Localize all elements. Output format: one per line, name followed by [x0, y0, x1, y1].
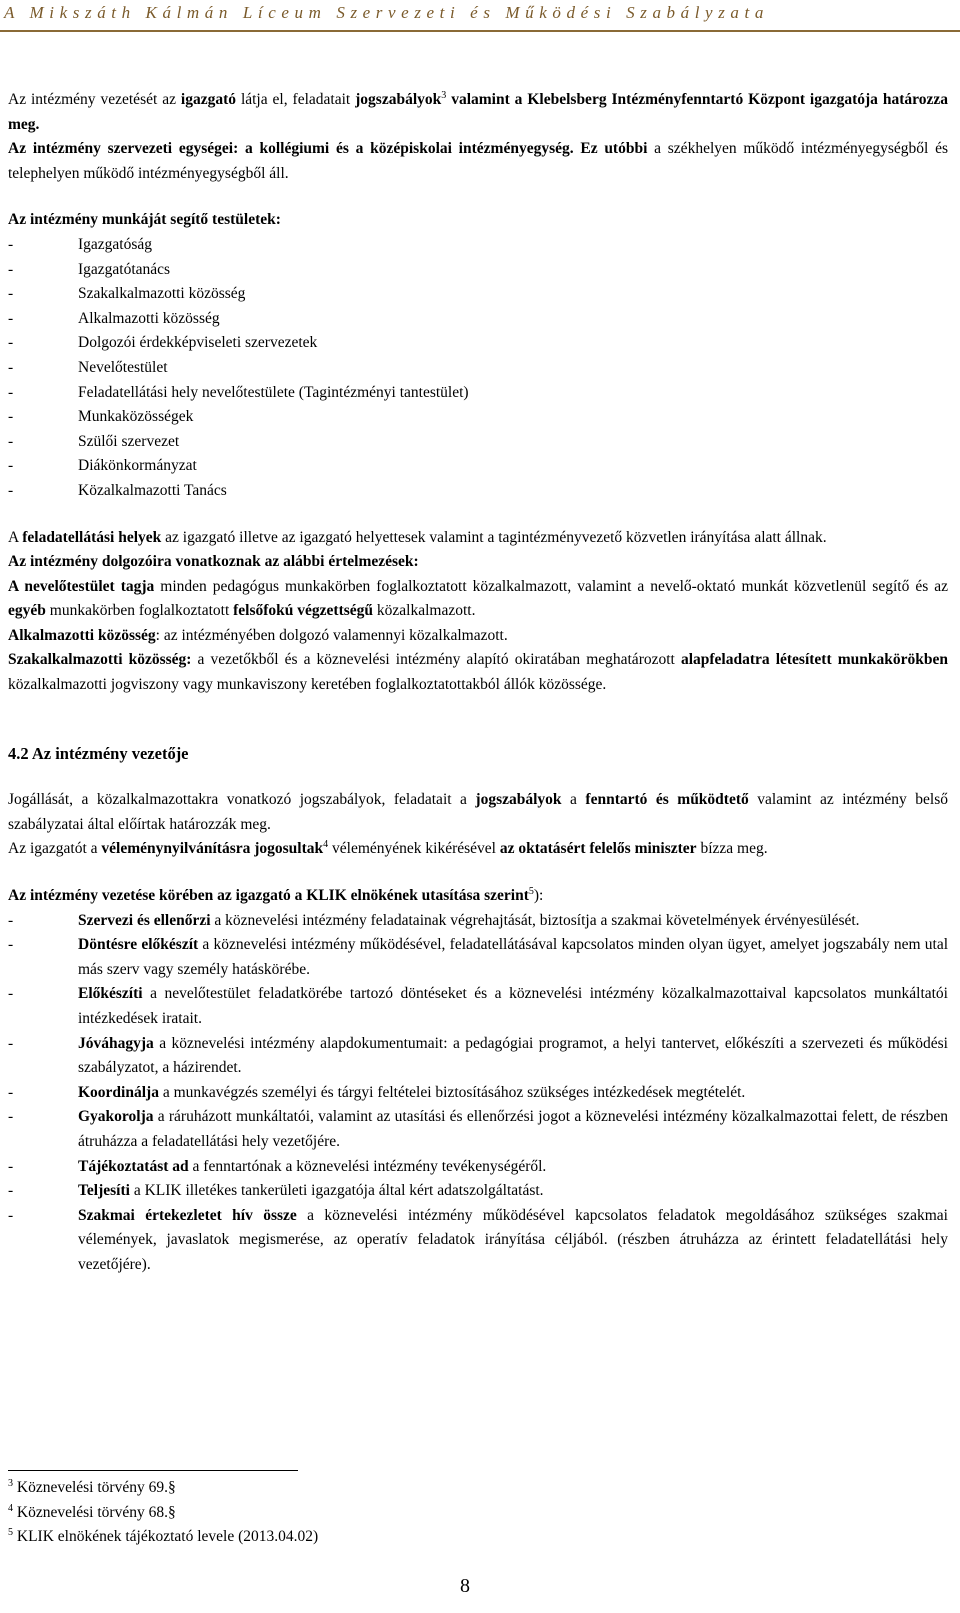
dash-marker: -	[8, 1083, 14, 1101]
duty-item	[8, 1032, 948, 1081]
list-item	[8, 233, 948, 258]
duty-item	[8, 1179, 948, 1204]
intro-text: látja el, feladatait	[236, 91, 356, 108]
duty-text: a munkavégzés személyi és tárgyi feltételei biztosításához szükséges intézkedések megtételét.	[158, 1083, 746, 1101]
footnote-text: KLIK elnökének tájékoztató levele (2013.04.02)	[13, 1528, 319, 1545]
duty-verb: Koordinálja	[78, 1083, 159, 1101]
footnote-4	[8, 1501, 608, 1526]
page-number: 8	[460, 1575, 470, 1597]
intro-bold-klebelsberg: valamint a Klebelsberg Intézményfenntartó Központ igazgatója határozza meg.	[8, 91, 948, 133]
dash-marker: -	[8, 1182, 14, 1200]
footnote-number: 5	[8, 1526, 13, 1538]
list-item	[8, 454, 948, 479]
spacer	[8, 766, 948, 788]
bold-term: Szakalkalmazotti közösség:	[8, 651, 192, 669]
list-item-label: Feladatellátási hely nevelőtestülete (Tagintézményi tantestület)	[78, 383, 469, 401]
duty-text: a köznevelési intézmény alapdokumentumait: a pedagógiai programot, a helyi tantervet, előkészíti a szervezeti és működési szabályzatot, a házirendet.	[78, 1034, 948, 1077]
duty-verb: Gyakorolja	[78, 1108, 154, 1126]
list-item	[8, 282, 948, 307]
bold-term: A nevelőtestület tagja	[8, 577, 155, 595]
footnote-number: 4	[8, 1502, 13, 1514]
duty-verb: Szervezi és ellenőrzi	[78, 911, 211, 929]
footnote-3	[8, 1476, 608, 1501]
text: véleményének kikérésével	[328, 840, 500, 858]
bold-term: felsőfokú végzettségű	[233, 602, 374, 620]
spacer	[8, 862, 948, 884]
units-paragraph	[8, 137, 948, 186]
bold-term: Alkalmazotti közösség	[8, 626, 156, 644]
intro-paragraph	[8, 88, 948, 137]
duty-verb: Jóváhagyja	[78, 1034, 154, 1052]
list-item-label: Nevelőtestület	[78, 358, 168, 376]
text: A	[8, 528, 23, 546]
list-item-label: Diákönkormányzat	[78, 457, 197, 475]
text: ):	[533, 887, 544, 905]
duty-verb: Előkészíti	[78, 985, 143, 1003]
duty-item	[8, 1081, 948, 1106]
dash-marker: -	[8, 383, 14, 401]
dash-marker: -	[8, 457, 14, 475]
list-item	[8, 430, 948, 455]
list-item	[8, 479, 948, 504]
bold-term: egyéb	[8, 602, 46, 620]
duty-text: a KLIK illetékes tankerületi igazgatója által kért adatszolgáltatást.	[129, 1182, 544, 1200]
list-item-label: Közalkalmazotti Tanács	[78, 481, 227, 499]
main-content	[8, 88, 948, 1278]
footnote-5	[8, 1525, 608, 1550]
text: valamint az intézmény belső szabályzatai által előírtak határozzák meg.	[8, 791, 948, 833]
duty-item	[8, 1204, 948, 1278]
list-item	[8, 381, 948, 406]
intro-text: Az intézmény vezetését az	[8, 91, 181, 108]
units-text: a székhelyen működő intézményegységből és telephelyen működő intézményegységből áll.	[8, 140, 948, 182]
intro-bold-igazgato: igazgató	[180, 91, 237, 108]
duty-item	[8, 982, 948, 1031]
footnote-ref-4[interactable]: 4	[323, 839, 329, 851]
duty-text: a köznevelési intézmény feladatainak végrehajtását, biztosítja a szakmai követelmények érvényesülését.	[210, 911, 860, 929]
dash-marker: -	[8, 235, 14, 253]
duty-text: a fenntartónak a köznevelési intézmény tevékenységéről.	[188, 1157, 547, 1175]
section-paragraph-jogallas	[8, 788, 948, 837]
duty-verb: Szakmai értekezletet hív össze	[78, 1206, 297, 1224]
footnote-text: Köznevelési törvény 68.§	[13, 1503, 176, 1521]
text: Jogállását, a közalkalmazottakra vonatkozó jogszabályok, feladatait a	[8, 791, 476, 809]
bold-term: fenntartó és működtető	[585, 791, 749, 809]
text: az igazgató illetve az igazgató helyettesek valamint a tagintézményvezető közvetlen irányítása alatt állnak.	[161, 528, 827, 546]
duty-text: a nevelőtestület feladatkörébe tartozó döntéseket és a köznevelési intézmény közalkalmazottaival kapcsolatos munkáltatói intézkedések iratait.	[78, 985, 948, 1027]
dash-marker: -	[8, 911, 14, 929]
bold-term: véleménynyilvánításra jogosultak	[101, 840, 324, 858]
text: közalkalmazotti jogviszony vagy munkaviszony keretében foglalkoztatottakból állók közössége.	[8, 676, 607, 694]
list-item	[8, 258, 948, 283]
definition-szakalkalmazotti	[8, 648, 948, 697]
bold-term: feladatellátási helyek	[22, 528, 162, 546]
dash-marker: -	[8, 936, 14, 954]
header-rule	[0, 30, 960, 32]
dash-marker: -	[8, 985, 14, 1003]
footnote-ref-5[interactable]: 5	[528, 885, 534, 897]
footnote-number: 3	[8, 1477, 13, 1489]
text: : az intézményében dolgozó valamennyi közalkalmazott.	[155, 626, 508, 644]
definition-feladatellatasi	[8, 526, 948, 551]
duty-verb: Döntésre előkészít	[78, 936, 199, 954]
spacer	[8, 504, 948, 526]
bodies-list	[8, 233, 948, 504]
bold-term: alapfeladatra létesített munkakörökben	[680, 651, 948, 669]
dash-marker: -	[8, 260, 14, 278]
list-item-label: Munkaközösségek	[78, 408, 194, 426]
list-item	[8, 405, 948, 430]
section-title: 4.2 Az intézmény vezetője	[8, 743, 189, 763]
list-item	[8, 356, 948, 381]
text: munkakörben foglalkoztatott	[45, 602, 234, 620]
duties-heading-text: Az intézmény vezetése körében az igazgató a KLIK elnökének utasítása szerint	[8, 887, 529, 905]
text: minden pedagógus munkakörben foglalkoztatott közalkalmazott, valamint a nevelő-oktató munkát közvetlenül segítő és az	[154, 577, 948, 595]
dash-marker: -	[8, 358, 14, 376]
dash-marker: -	[8, 1108, 14, 1126]
duty-text: a köznevelési intézmény működésével kapcsolatos feladatok megoldásához szükséges szakmai vélemények, javaslatok megismerése, az operatív feladatok irányítása céljából. (részben átruházza az érintett feladatellátási hely vezetőjére).	[78, 1206, 948, 1273]
list-item-label: Igazgatóság	[78, 235, 153, 253]
dash-marker: -	[8, 1157, 14, 1175]
footnote-text: Köznevelési törvény 69.§	[13, 1479, 176, 1496]
spacer	[8, 186, 948, 208]
text: Az igazgatót a	[8, 840, 102, 858]
definitions-heading-text: Az intézmény dolgozóira vonatkoznak az alábbi értelmezések:	[8, 553, 419, 571]
text: a vezetőkből és a köznevelési intézmény alapító okiratában meghatározott	[191, 651, 681, 669]
dash-marker: -	[8, 1034, 14, 1052]
duties-list	[8, 909, 948, 1278]
duty-text: a ráruházott munkáltatói, valamint az utasítási és ellenőrzési jogot a köznevelési intézmény közalkalmazottai felett, de részben átruházza a feladatellátási hely vezetőjére.	[78, 1108, 948, 1150]
list-item-label: Szakalkalmazotti közösség	[78, 285, 246, 303]
duty-item	[8, 933, 948, 982]
bold-term: az oktatásért felelős miniszter	[499, 840, 697, 858]
duty-text: a köznevelési intézmény működésével, feladatellátásával kapcsolatos minden olyan ügyet, amelyet jogszabály nem utal más szerv vagy személy hatáskörébe.	[78, 936, 949, 978]
definition-nevelotestulet	[8, 575, 948, 624]
duty-verb: Tájékoztatást ad	[78, 1157, 189, 1175]
spacer	[8, 698, 948, 742]
footnote-separator	[8, 1470, 298, 1471]
duties-heading	[8, 884, 948, 909]
page-header: A Mikszáth Kálmán Líceum Szervezeti és Működési Szabályzata	[4, 3, 769, 22]
dash-marker: -	[8, 285, 14, 303]
list-item	[8, 331, 948, 356]
dash-marker: -	[8, 309, 14, 327]
text: bízza meg.	[696, 840, 768, 858]
intro-bold-jogszabalyok: jogszabályok	[355, 91, 442, 108]
dash-marker: -	[8, 1206, 14, 1224]
list-item	[8, 307, 948, 332]
text: a	[561, 791, 586, 809]
footnote-ref-3[interactable]: 3	[441, 89, 447, 101]
definitions-heading	[8, 550, 948, 575]
duty-verb: Teljesíti	[78, 1182, 130, 1200]
units-bold-ez-utobbi: Ez utóbbi	[573, 140, 648, 158]
dash-marker: -	[8, 334, 14, 352]
bodies-heading	[8, 208, 948, 233]
list-item-label: Igazgatótanács	[78, 260, 171, 278]
definition-alkalmazotti	[8, 624, 948, 649]
duty-item	[8, 1105, 948, 1154]
bodies-heading-text: Az intézmény munkáját segítő testületek:	[8, 211, 281, 229]
list-item-label: Alkalmazotti közösség	[78, 309, 220, 327]
list-item-label: Dolgozói érdekképviseleti szervezetek	[78, 334, 318, 352]
footnotes	[8, 1476, 608, 1550]
list-item-label: Szülői szervezet	[78, 432, 180, 450]
dash-marker: -	[8, 432, 14, 450]
duty-item	[8, 1155, 948, 1180]
bold-term: jogszabályok	[475, 791, 562, 809]
dash-marker: -	[8, 481, 14, 499]
section-paragraph-megbizas	[8, 837, 948, 862]
duty-item	[8, 909, 948, 934]
units-bold: Az intézmény szervezeti egységei: a kollégiumi és a középiskolai intézményegység.	[8, 140, 574, 158]
text: közalkalmazott.	[373, 602, 476, 620]
dash-marker: -	[8, 408, 14, 426]
